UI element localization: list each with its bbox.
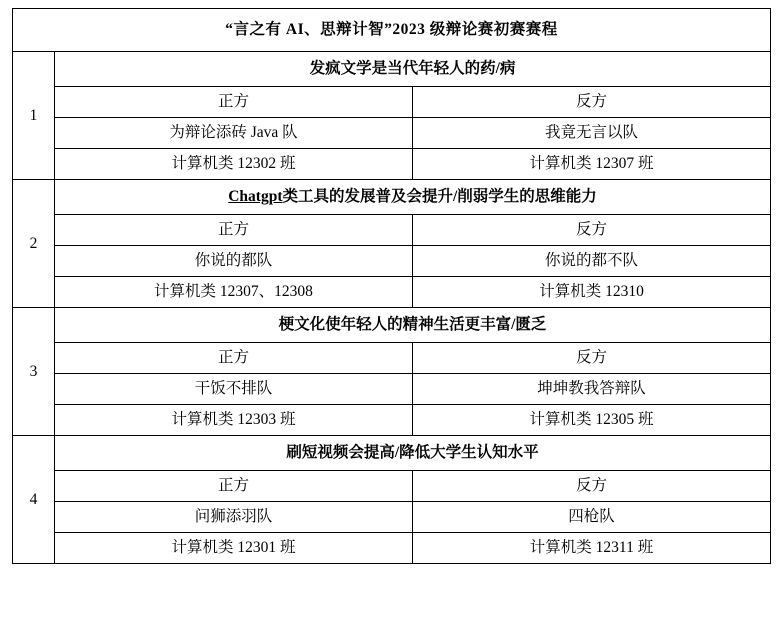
table-row bbox=[13, 374, 771, 405]
match-index: 1 bbox=[13, 52, 55, 180]
page-title: “言之有 AI、思辩计智”2023 级辩论赛初赛赛程 bbox=[13, 9, 771, 52]
pro-side-label: 正方 bbox=[55, 87, 413, 118]
table-row bbox=[13, 215, 771, 246]
table-row bbox=[13, 308, 771, 343]
table-row bbox=[13, 436, 771, 471]
con-side-label: 反方 bbox=[413, 87, 771, 118]
con-team-class: 计算机类 12310 bbox=[413, 277, 771, 308]
match-topic: 梗文化使年轻人的精神生活更丰富/匮乏 bbox=[55, 308, 771, 343]
match-index: 3 bbox=[13, 308, 55, 436]
table-row bbox=[13, 277, 771, 308]
table-row bbox=[13, 149, 771, 180]
table-row bbox=[13, 87, 771, 118]
pro-team-name: 为辩论添砖 Java 队 bbox=[55, 118, 413, 149]
con-team-name: 四枪队 bbox=[413, 502, 771, 533]
con-team-name: 你说的都不队 bbox=[413, 246, 771, 277]
match-topic: 发疯文学是当代年轻人的药/病 bbox=[55, 52, 771, 87]
match-index: 4 bbox=[13, 436, 55, 564]
con-side-label: 反方 bbox=[413, 215, 771, 246]
match-topic: 刷短视频会提高/降低大学生认知水平 bbox=[55, 436, 771, 471]
match-topic-text: 类工具的发展普及会提升/削弱学生的思维能力 bbox=[282, 188, 597, 206]
pro-team-class: 计算机类 12302 班 bbox=[55, 149, 413, 180]
pro-team-class: 计算机类 12307、12308 bbox=[55, 277, 413, 308]
table-row bbox=[13, 180, 771, 215]
pro-team-name: 干饭不排队 bbox=[55, 374, 413, 405]
pro-side-label: 正方 bbox=[55, 215, 413, 246]
pro-team-name: 你说的都队 bbox=[55, 246, 413, 277]
table-row bbox=[13, 533, 771, 564]
con-side-label: 反方 bbox=[413, 471, 771, 502]
table-row bbox=[13, 343, 771, 374]
table-row bbox=[13, 52, 771, 87]
match-topic bbox=[55, 180, 771, 215]
con-team-class: 计算机类 12311 班 bbox=[413, 533, 771, 564]
table-row bbox=[13, 471, 771, 502]
match-index: 2 bbox=[13, 180, 55, 308]
table-row bbox=[13, 118, 771, 149]
match-topic-underlined-word: Chatgpt bbox=[228, 188, 283, 206]
table-row bbox=[13, 502, 771, 533]
pro-team-class: 计算机类 12303 班 bbox=[55, 405, 413, 436]
pro-side-label: 正方 bbox=[55, 343, 413, 374]
table-row-title bbox=[13, 9, 771, 52]
con-side-label: 反方 bbox=[413, 343, 771, 374]
debate-schedule-table bbox=[12, 8, 771, 564]
pro-side-label: 正方 bbox=[55, 471, 413, 502]
con-team-name: 坤坤教我答辩队 bbox=[413, 374, 771, 405]
con-team-class: 计算机类 12305 班 bbox=[413, 405, 771, 436]
pro-team-class: 计算机类 12301 班 bbox=[55, 533, 413, 564]
con-team-name: 我竟无言以队 bbox=[413, 118, 771, 149]
table-row bbox=[13, 246, 771, 277]
pro-team-name: 问狮添羽队 bbox=[55, 502, 413, 533]
table-row bbox=[13, 405, 771, 436]
con-team-class: 计算机类 12307 班 bbox=[413, 149, 771, 180]
